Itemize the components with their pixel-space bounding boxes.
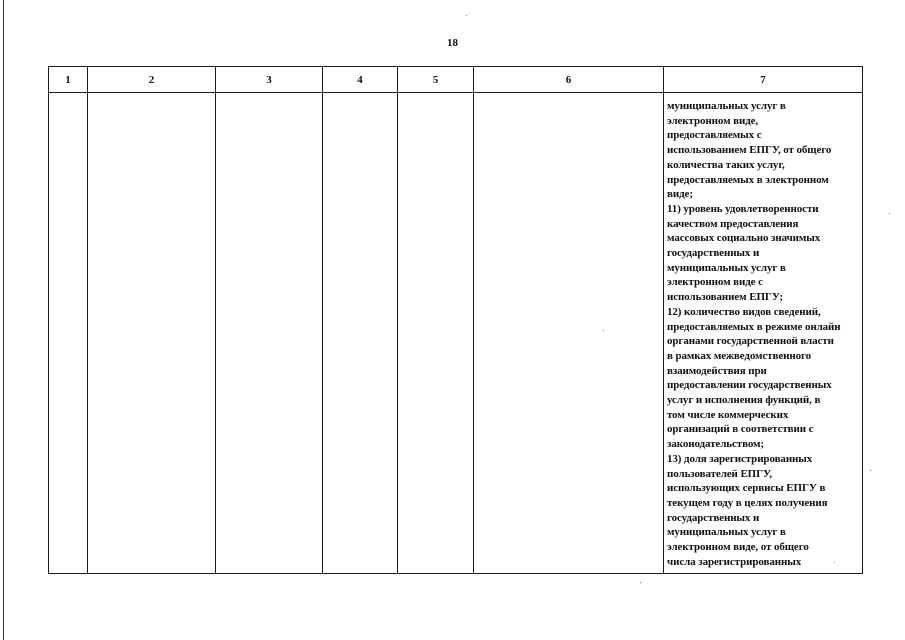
header-col-4: 4 [323,67,398,93]
header-col-5: 5 [398,67,474,93]
header-col-2: 2 [88,67,216,93]
cell-col-5 [398,93,474,574]
header-col-6: 6 [474,67,664,93]
cell-col-7 [664,93,863,574]
page-edge [3,0,4,640]
cell-col-1 [49,93,88,574]
scan-speck [466,15,467,16]
header-col-7: 7 [664,67,863,93]
scan-speck [889,213,890,214]
table-row [49,93,863,574]
scan-speck [870,470,871,471]
indicator-text: муниципальных услуг в электронном виде, предоставляемых с использованием ЕПГУ, от общего количества таких услуг, предоставляемых в электронном виде; 11) уровень удовлетворенности качеством предоставления массовых социально значимых государственных и муниципальных услуг в электронном виде с использованием ЕПГУ; 12) количество видов сведений, предоставляемых в режиме онлайн органами государственной власти в рамках межведомственного взаимодействия при предоставлении государственных услуг и исполнения функций, в том числе коммерческих организаций в соответствии с законодательством; 13) доля зарегистрированных пользователей ЕПГУ, использующих сервисы ЕПГУ в текущем году в целях получения государственных и муниципальных услуг в электронном виде, от общего числа зарегистрированных [667,100,841,568]
cell-col-6 [474,93,664,574]
header-col-1: 1 [49,67,88,93]
cell-col-4 [323,93,398,574]
document-table [48,66,863,574]
scan-speck [834,562,835,563]
cell-col-2 [88,93,216,574]
cell-col-3 [216,93,323,574]
page-number: 18 [447,37,458,49]
header-row [49,67,863,93]
scan-speck [640,582,641,583]
scan-speck [603,330,604,331]
header-col-3: 3 [216,67,323,93]
